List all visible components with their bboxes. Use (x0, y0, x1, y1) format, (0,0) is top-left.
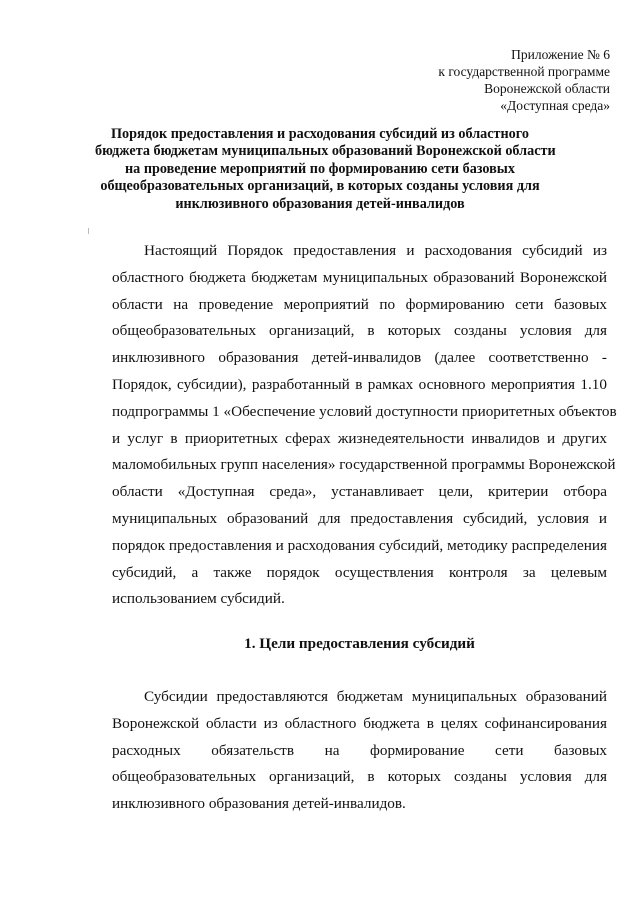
section1-paragraph (112, 684, 607, 818)
paragraph-line: инклюзивного образования детей-инвалидов. (112, 795, 406, 813)
appendix-header (310, 46, 610, 114)
appendix-line: Воронежской области (484, 81, 610, 96)
paragraph-line: порядок предоставления и расходования субсидий, методику распределения (112, 536, 607, 554)
paragraph-line: инклюзивного образования детей-инвалидов (далее соответственно - (112, 349, 607, 367)
title-line: инклюзивного образования детей-инвалидов (175, 195, 465, 212)
title-line: на проведение мероприятий по формированию сети базовых (125, 160, 515, 177)
scan-artifact (88, 228, 89, 234)
appendix-line: Приложение № 6 (511, 47, 610, 62)
paragraph-line: области на проведение мероприятий по формированию сети базовых (112, 295, 607, 313)
paragraph-line: областного бюджета бюджетам муниципальных образований Воронежской (112, 268, 607, 286)
title-line: Порядок предоставления и расходования субсидий из областного (111, 126, 529, 142)
paragraph-line: области «Доступная среда», устанавливает цели, критерии отбора (112, 483, 607, 501)
paragraph-line: субсидий, а также порядок осуществления контроля за целевым (112, 563, 607, 581)
paragraph-line: маломобильных групп населения» государственной программы Воронежской (112, 456, 616, 474)
document-title (95, 126, 556, 213)
paragraph-line: Настоящий Порядок предоставления и расходования субсидий из (144, 242, 607, 259)
paragraph-line: подпрограммы 1 «Обеспечение условий доступности приоритетных объектов (112, 402, 617, 420)
paragraph-line: расходных обязательств на формирование сети базовых (112, 741, 607, 759)
title-line: бюджета бюджетам муниципальных образований Воронежской области (95, 143, 556, 160)
intro-paragraph (112, 238, 617, 613)
paragraph-line: Воронежской области из областного бюджета в целях софинансирования (112, 714, 607, 732)
paragraph-line: муниципальных образований для предоставления субсидий, условия и (112, 509, 607, 527)
paragraph-line: Субсидии предоставляются бюджетам муниципальных образований (144, 688, 607, 705)
paragraph-line: использованием субсидий. (112, 590, 285, 608)
section-heading: 1. Цели предоставления субсидий (244, 635, 475, 652)
appendix-line: «Доступная среда» (500, 98, 610, 113)
paragraph-line: и услуг в приоритетных сферах жизнедеятельности инвалидов и других (112, 429, 607, 447)
paragraph-line: общеобразовательных организаций, в которых созданы условия для (112, 322, 607, 340)
paragraph-line: Порядок, субсидии), разработанный в рамках основного мероприятия 1.10 (112, 375, 607, 393)
appendix-line: к государственной программе (438, 64, 610, 79)
paragraph-line: общеобразовательных организаций, в которых созданы условия для (112, 768, 607, 786)
title-line: общеобразовательных организаций, в которых созданы условия для (100, 178, 540, 195)
